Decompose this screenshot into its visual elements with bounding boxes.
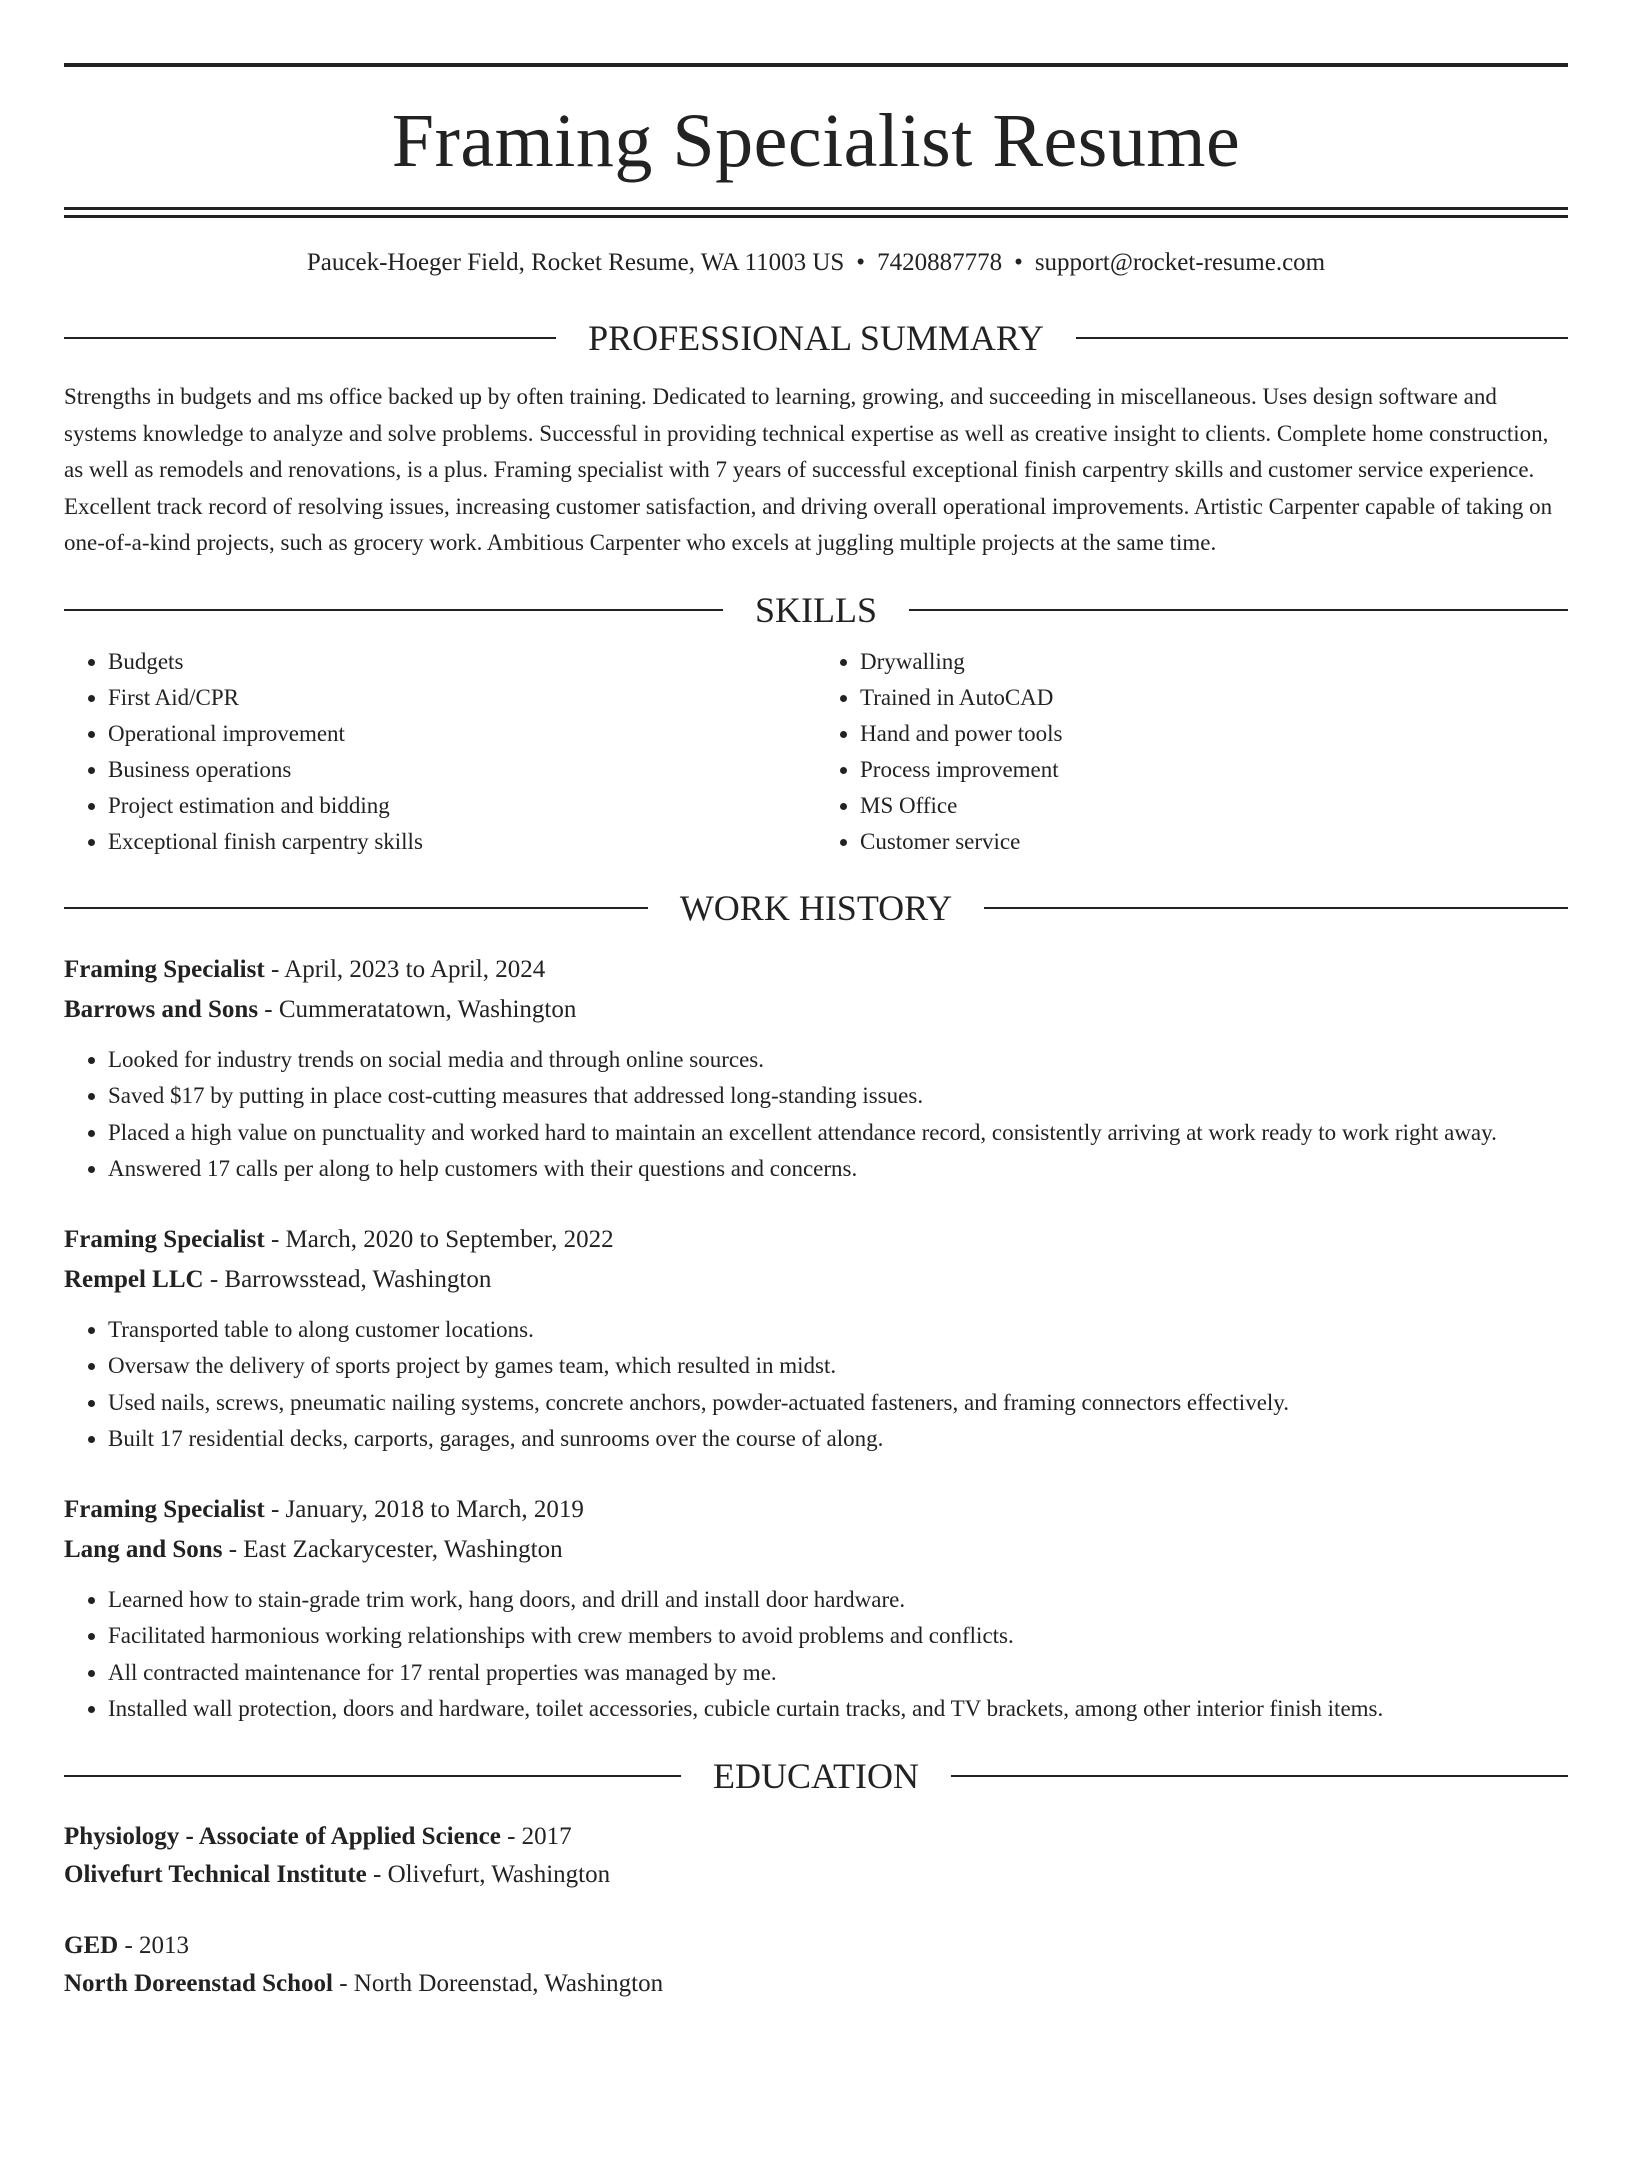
job-bullet: • Built 17 residential decks, carports, garages, and sunrooms over the course of along. xyxy=(108,1421,1568,1458)
skill-item: • Project estimation and bidding xyxy=(108,788,816,824)
education-school: North Doreenstad School xyxy=(64,1970,333,1997)
heading-rule xyxy=(64,609,723,611)
contact-address: Paucek-Hoeger Field, Rocket Resume, WA 11003 US xyxy=(306,249,845,276)
job-title-line xyxy=(64,1490,1568,1530)
job-dates: - March, 2020 to September, 2022 xyxy=(264,1225,614,1253)
education-school-line xyxy=(64,1965,1568,2004)
heading-rule xyxy=(909,609,1568,611)
job-bullet: • Learned how to stain-grade trim work, hang doors, and drill and install door hardware. xyxy=(108,1582,1568,1619)
job-company-line xyxy=(64,990,1568,1030)
contact-separator: • xyxy=(856,249,866,276)
skill-item: • Trained in AutoCAD xyxy=(860,680,1568,716)
job-title: Framing Specialist xyxy=(64,1495,265,1523)
skill-item: • Business operations xyxy=(108,752,816,788)
education-entry xyxy=(64,1818,1568,1895)
skills-column-left xyxy=(64,644,816,860)
job-company: Lang and Sons xyxy=(64,1535,223,1563)
job-title: Framing Specialist xyxy=(64,955,265,983)
education-degree-line xyxy=(64,1927,1568,1966)
contact-phone: 7420887778 xyxy=(877,249,1003,276)
education-location: - Olivefurt, Washington xyxy=(366,1861,611,1888)
education-list xyxy=(64,1818,1568,2004)
skill-item: • Exceptional finish carpentry skills xyxy=(108,824,816,860)
skill-item: • Hand and power tools xyxy=(860,716,1568,752)
skills-list-right xyxy=(816,644,1568,860)
job-company-line xyxy=(64,1530,1568,1570)
education-entry xyxy=(64,1927,1568,2004)
section-heading-work xyxy=(64,887,1568,928)
top-rule xyxy=(64,63,1568,67)
job-bullet: • Installed wall protection, doors and hardware, toilet accessories, cubicle curtain tracks, and TV brackets, among other interior finish items. xyxy=(108,1691,1568,1728)
job-entry xyxy=(64,1220,1568,1458)
job-location: - Barrowsstead, Washington xyxy=(203,1265,492,1293)
job-bullet: • All contracted maintenance for 17 rental properties was managed by me. xyxy=(108,1655,1568,1692)
education-degree-line xyxy=(64,1818,1568,1857)
skill-item: • Customer service xyxy=(860,824,1568,860)
contact-email: support@rocket-resume.com xyxy=(1034,249,1326,276)
job-bullet: • Used nails, screws, pneumatic nailing systems, concrete anchors, powder-actuated fasteners, and framing connectors effectively. xyxy=(108,1385,1568,1422)
section-heading-label: WORK HISTORY xyxy=(679,887,953,928)
skill-item: • Process improvement xyxy=(860,752,1568,788)
heading-rule xyxy=(64,337,556,339)
job-bullet: • Looked for industry trends on social media and through online sources. xyxy=(108,1042,1568,1079)
education-degree: Physiology - Associate of Applied Science xyxy=(64,1822,501,1850)
job-title-line xyxy=(64,950,1568,990)
skills-grid xyxy=(64,644,1568,860)
section-heading-skills xyxy=(64,589,1568,630)
heading-rule xyxy=(1076,337,1568,339)
job-bullets xyxy=(64,1042,1568,1188)
resume-title: Framing Specialist Resume xyxy=(391,99,1241,183)
skill-item: • Drywalling xyxy=(860,644,1568,680)
job-location: - Cummeratatown, Washington xyxy=(258,995,577,1023)
education-year: - 2013 xyxy=(118,1931,190,1959)
job-bullet: • Answered 17 calls per along to help customers with their questions and concerns. xyxy=(108,1151,1568,1188)
job-company: Barrows and Sons xyxy=(64,995,259,1023)
skill-item: • First Aid/CPR xyxy=(108,680,816,716)
job-bullet: • Oversaw the delivery of sports project by games team, which resulted in midst. xyxy=(108,1348,1568,1385)
heading-rule xyxy=(951,1775,1568,1777)
job-bullet: • Placed a high value on punctuality and worked hard to maintain an excellent attendance record, consistently arriving at work ready to work right away. xyxy=(108,1115,1568,1152)
job-title: Framing Specialist xyxy=(64,1225,265,1253)
education-year: - 2017 xyxy=(500,1822,572,1850)
contact-separator: • xyxy=(1014,249,1023,276)
skills-list-left xyxy=(64,644,816,860)
job-bullets xyxy=(64,1312,1568,1458)
job-bullet: • Facilitated harmonious working relationships with crew members to avoid problems and conflicts. xyxy=(108,1618,1568,1655)
heading-rule xyxy=(64,907,648,909)
education-school-line xyxy=(64,1856,1568,1895)
section-heading-summary xyxy=(64,320,1568,356)
professional-summary: Strengths in budgets and ms office backed up by often training. Dedicated to learning, growing, and succeeding in miscellaneous. Uses design software and systems knowledge to analyze and solve problems. Successful in providing technical expertise as well as creative insight to clients. Complete home construction, as well as remodels and renovations, is a plus. Framing specialist with 7 years of successful exceptional finish carpentry skills and customer service experience. Excellent track record of resolving issues, increasing customer satisfaction, and driving overall operational improvements. Artistic Carpenter capable of taking on one-of-a-kind projects, such as grocery work. Ambitious Carpenter who excels at juggling multiple projects at the same time. xyxy=(64,384,1553,555)
title-double-rule xyxy=(64,207,1568,218)
skill-item: • Budgets xyxy=(108,644,816,680)
education-school: Olivefurt Technical Institute xyxy=(64,1861,367,1888)
education-degree: GED xyxy=(64,1931,119,1959)
contact-line xyxy=(64,248,1568,278)
job-dates: - January, 2018 to March, 2019 xyxy=(264,1495,584,1523)
section-heading-label: EDUCATION xyxy=(713,1755,919,1796)
resume-page xyxy=(0,63,1632,2175)
job-bullet: • Saved $17 by putting in place cost-cutting measures that addressed long-standing issues. xyxy=(108,1078,1568,1115)
heading-rule xyxy=(64,1775,681,1777)
section-heading-label: SKILLS xyxy=(755,589,878,630)
skill-item: • MS Office xyxy=(860,788,1568,824)
job-company: Rempel LLC xyxy=(64,1265,204,1293)
job-bullet: • Transported table to along customer locations. xyxy=(108,1312,1568,1349)
job-company-line xyxy=(64,1260,1568,1300)
skill-item: • Operational improvement xyxy=(108,716,816,752)
section-heading-education xyxy=(64,1755,1568,1796)
education-location: - North Doreenstad, Washington xyxy=(332,1970,664,1997)
section-heading-label: PROFESSIONAL SUMMARY xyxy=(588,318,1044,358)
skills-column-right xyxy=(816,644,1568,860)
job-entry xyxy=(64,1490,1568,1728)
job-bullets xyxy=(64,1582,1568,1728)
heading-rule xyxy=(984,907,1568,909)
job-dates: - April, 2023 to April, 2024 xyxy=(264,955,546,983)
job-entry xyxy=(64,950,1568,1188)
job-location: - East Zackarycester, Washington xyxy=(222,1535,563,1563)
job-title-line xyxy=(64,1220,1568,1260)
work-history-list xyxy=(64,950,1568,1728)
